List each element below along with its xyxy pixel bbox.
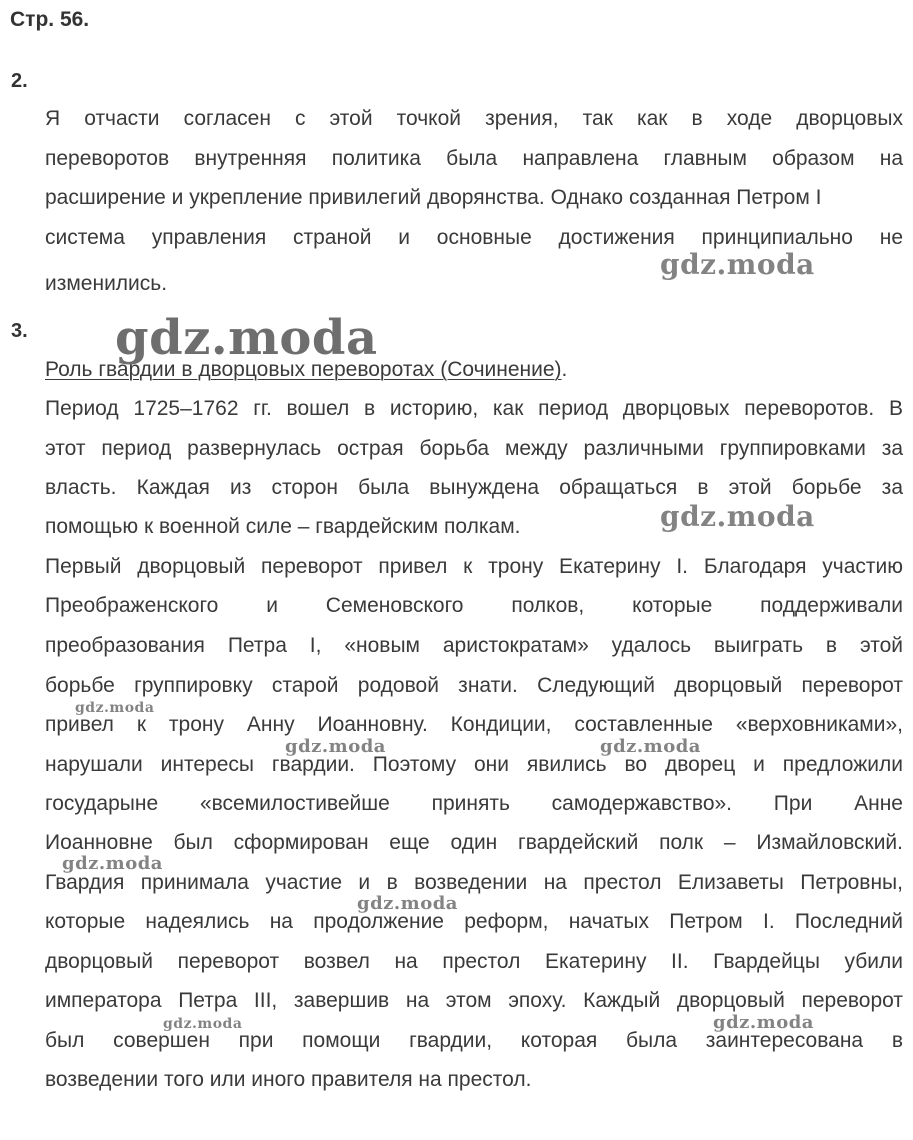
essay-line: преобразования Петра I, «новым аристократам» удалось выиграть в этой xyxy=(45,634,903,657)
essay-title-suffix: . xyxy=(561,358,568,381)
essay-title: Роль гвардии в дворцовых переворотах (Сочинение) xyxy=(45,358,562,381)
essay-line: Период 1725–1762 гг. вошел в историю, как период дворцовых переворотов. В xyxy=(45,397,903,420)
watermark: gdz.moda xyxy=(660,500,815,533)
task-2-line: Я отчасти согласен с этой точкой зрения, так как в ходе дворцовых xyxy=(45,107,903,130)
essay-line: государыне «всемилостивейше принять самодержавство». При Анне xyxy=(45,792,903,815)
watermark: gdz.moda xyxy=(713,1012,814,1033)
watermark: gdz.moda xyxy=(163,1016,243,1032)
task-2-line: система управления страной и основные достижения принципиально не xyxy=(45,226,903,249)
task-2-line: изменились. xyxy=(45,272,168,295)
watermark: gdz.moda xyxy=(285,736,386,757)
essay-line: власть. Каждая из сторон была вынуждена обращаться в этой борьбе за xyxy=(45,476,903,499)
page-header: Стр. 56. xyxy=(10,8,90,31)
essay-line: возведении того или иного правителя на престол. xyxy=(45,1068,532,1091)
essay-line: был совершен при помощи гвардии, которая была заинтересована в xyxy=(45,1029,903,1052)
essay-line: которые надеялись на продолжение реформ, начатых Петром I. Последний xyxy=(45,910,903,933)
task-2-line: переворотов внутренняя политика была направлена главным образом на xyxy=(45,147,903,170)
watermark: gdz.moda xyxy=(660,248,815,281)
essay-line: Гвардия принимала участие и в возведении на престол Елизаветы Петровны, xyxy=(45,871,903,894)
watermark: gdz.moda xyxy=(115,310,378,366)
essay-line: привел к трону Анну Иоанновну. Кондиции, составленные «верховниками», xyxy=(45,713,903,736)
essay-line: Иоанновне был сформирован еще один гвардейский полк – Измайловский. xyxy=(45,831,903,854)
watermark: gdz.moda xyxy=(357,893,458,914)
essay-line: императора Петра III, завершив на этом эпоху. Каждый дворцовый переворот xyxy=(45,989,903,1012)
watermark: gdz.moda xyxy=(75,700,155,716)
essay-line: помощью к военной силе – гвардейским полкам. xyxy=(45,515,521,538)
essay-line: этот период развернулась острая борьба между различными группировками за xyxy=(45,437,903,460)
task-2-line: расширение и укрепление привилегий дворянства. Однако созданная Петром I xyxy=(45,186,822,209)
essay-line: борьбе группировку старой родовой знати. Следующий дворцовый переворот xyxy=(45,674,903,697)
essay-line: Первый дворцовый переворот привел к трону Екатерину I. Благодаря участию xyxy=(45,555,903,578)
task-2-number: 2. xyxy=(11,70,28,92)
essay-line: Преображенского и Семеновского полков, которые поддерживали xyxy=(45,594,903,617)
essay-line: дворцовый переворот возвел на престол Екатерину II. Гвардейцы убили xyxy=(45,950,903,973)
essay-line: нарушали интересы гвардии. Поэтому они явились во дворец и предложили xyxy=(45,753,903,776)
watermark: gdz.moda xyxy=(62,853,163,874)
watermark: gdz.moda xyxy=(600,736,701,757)
task-3-number: 3. xyxy=(11,320,28,342)
